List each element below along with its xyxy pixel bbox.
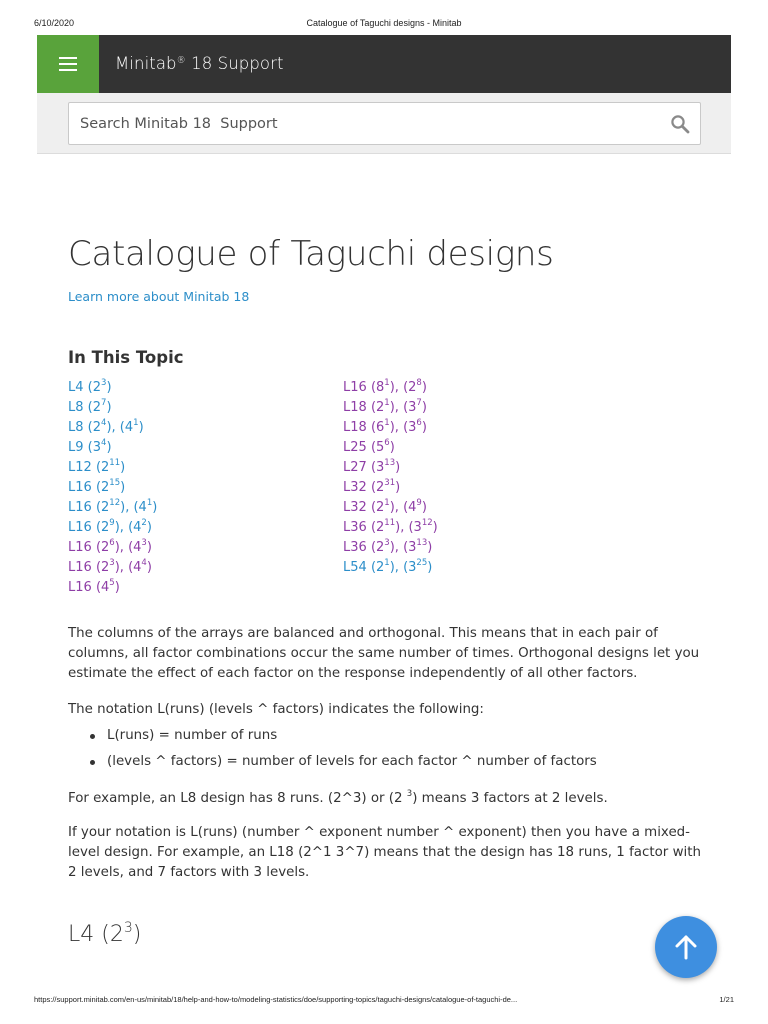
term-base: 2 (376, 500, 385, 515)
brand-title[interactable] (115, 35, 284, 93)
term-exponent: 3 (141, 538, 147, 548)
paragraph-orthogonal: The columns of the arrays are balanced and orthogonal. This means that in each pair of columns, all factor combinations occur the same number of times. Orthogonal designs let you estimate the effect of each factor on the response independently of all other factors. (68, 626, 700, 681)
term-base: 2 (92, 420, 102, 435)
topic-link[interactable]: L16 (4$^5$) (68, 578, 120, 595)
topic-link[interactable]: L9 (3$^4$) (68, 438, 112, 455)
topic-link-name: L8 (68, 420, 84, 435)
term-base: 4 (408, 500, 417, 515)
topic-list-item (343, 438, 438, 458)
print-date: 6/10/2020 (34, 18, 75, 28)
topic-link-name: L16 (68, 560, 92, 575)
term-base: 4 (133, 520, 142, 535)
term-exponent: 1 (384, 378, 390, 388)
registered-mark: ® (176, 56, 186, 66)
term-exponent: 8 (416, 378, 422, 388)
term-exponent: 25 (416, 558, 428, 568)
term-exponent: 12 (109, 498, 121, 508)
term-exponent: 6 (416, 418, 422, 428)
topic-link[interactable]: L54 (2$^1$), (3$^{25}$) (343, 558, 433, 575)
term-base: 3 (376, 460, 385, 475)
term-exponent: 4 (101, 438, 107, 448)
topic-link-name: L36 (343, 520, 367, 535)
term-exponent: 7 (416, 398, 422, 408)
term-exponent: 12 (421, 518, 433, 528)
term-base: 6 (376, 420, 385, 435)
topic-link-name: L16 (68, 520, 92, 535)
topic-list-item (68, 458, 157, 478)
term-exponent: 3 (384, 538, 390, 548)
example-text-end: ) means 3 factors at 2 levels. (412, 791, 608, 806)
topic-link-name: L9 (68, 440, 84, 455)
term-exponent: 1 (384, 398, 390, 408)
topic-link-name: L4 (68, 380, 84, 395)
topic-link[interactable]: L16 (2$^9$), (4$^2$) (68, 518, 152, 535)
search-icon[interactable] (670, 114, 690, 134)
learn-more-link[interactable]: Learn more about Minitab 18 (68, 289, 250, 304)
term-exponent: 9 (416, 498, 422, 508)
topic-link[interactable]: L36 (2$^3$), (3$^{13}$) (343, 538, 433, 555)
brand-suffix: 18 Support (191, 54, 284, 73)
topic-list-item (68, 438, 157, 458)
term-exponent: 3 (109, 558, 115, 568)
term-base: 4 (138, 500, 147, 515)
term-exponent: 11 (384, 518, 396, 528)
topic-list-item (68, 398, 157, 418)
list-item: (levels ^ factors) = number of levels for each factor ^ number of factors (88, 752, 597, 778)
topic-list-item (68, 418, 157, 438)
topic-link-name: L18 (343, 420, 367, 435)
topic-list-item (343, 498, 438, 518)
term-base: 3 (408, 420, 417, 435)
term-exponent: 4 (141, 558, 147, 568)
topic-link[interactable]: L32 (2$^{31}$) (343, 478, 401, 495)
print-url: https://support.minitab.com/en-us/minitab/18/help-and-how-to/modeling-statistics/doe/supporting-topics/taguchi-designs/catalogue-of-taguchi-de... (34, 995, 518, 1004)
term-base: 2 (408, 380, 417, 395)
topic-link[interactable]: L18 (6$^1$), (3$^6$) (343, 418, 427, 435)
term-base: 4 (124, 420, 134, 435)
term-base: 2 (101, 460, 110, 475)
topic-links-right (343, 378, 438, 578)
search-box (68, 102, 701, 145)
term-exponent: 13 (416, 538, 428, 548)
topic-link-name: L32 (343, 480, 367, 495)
term-exponent: 15 (109, 478, 121, 488)
section-close: ) (132, 922, 142, 947)
page-title: Catalogue of Taguchi designs (68, 234, 554, 274)
term-base: 2 (101, 540, 110, 555)
topic-link[interactable]: L36 (2$^{11}$), (3$^{12}$) (343, 518, 438, 535)
term-base: 2 (101, 520, 110, 535)
term-base: 3 (408, 560, 417, 575)
brand-name: Minitab (115, 54, 177, 73)
term-exponent: 31 (384, 478, 396, 488)
back-to-top-button[interactable] (655, 916, 717, 978)
topic-link-name: L16 (68, 580, 92, 595)
term-exponent: 1 (384, 558, 390, 568)
topic-link-name: L25 (343, 440, 367, 455)
print-page-number: 1/21 (719, 995, 734, 1004)
term-base: 3 (413, 520, 422, 535)
paragraph-mixed-level: If your notation is L(runs) (number ^ exponent number ^ exponent) then you have a mixed-level design. For example, an L18 (2^1 3^7) means that the design has 18 runs, 1 factor with 2 levels, and 7 factors with 3 levels. (68, 825, 701, 880)
top-navigation-bar (37, 35, 731, 93)
topic-link-name: L27 (343, 460, 367, 475)
topic-link[interactable]: L12 (2$^{11}$) (68, 458, 126, 475)
arrow-up-icon (674, 934, 698, 960)
menu-button[interactable] (37, 35, 99, 93)
term-base: 2 (376, 480, 385, 495)
notation-list (88, 726, 597, 778)
term-base: 5 (376, 440, 385, 455)
topic-link[interactable]: L8 (2$^4$), (4$^1$) (68, 418, 144, 435)
topic-link-name: L54 (343, 560, 367, 575)
topic-list-item (343, 418, 438, 438)
print-title: Catalogue of Taguchi designs - Minitab (306, 18, 462, 28)
term-exponent: 7 (101, 398, 107, 408)
term-base: 4 (133, 540, 142, 555)
topic-links-left (68, 378, 157, 598)
topic-link-name: L16 (68, 500, 92, 515)
topic-link-name: L32 (343, 500, 367, 515)
topic-list-item (68, 518, 157, 538)
paragraph-example (68, 789, 708, 809)
topic-link-name: L16 (68, 540, 92, 555)
topic-link[interactable]: L16 (8$^1$), (2$^8$) (343, 378, 427, 395)
topic-list-item (343, 478, 438, 498)
hamburger-menu-icon (59, 57, 77, 71)
section-name: L4 (2 (68, 922, 124, 947)
term-base: 8 (376, 380, 385, 395)
topic-list-item (68, 498, 157, 518)
term-exponent: 1 (384, 498, 390, 508)
in-this-topic-heading: In This Topic (68, 348, 184, 367)
term-exponent: 4 (101, 418, 107, 428)
topic-link[interactable]: L16 (2$^{15}$) (68, 478, 126, 495)
term-base: 3 (408, 400, 417, 415)
term-base: 2 (101, 560, 110, 575)
topic-link[interactable]: L8 (2$^7$) (68, 398, 112, 415)
topic-link-name: L16 (343, 380, 367, 395)
term-exponent: 9 (109, 518, 115, 528)
example-text-start: For example, an L8 design has 8 runs. (2^3) or (2 (68, 791, 407, 806)
term-base: 2 (92, 400, 102, 415)
topic-list-item (343, 538, 438, 558)
term-base: 2 (92, 380, 102, 395)
topic-list-item (68, 378, 157, 398)
topic-link[interactable]: L4 (2$^3$) (68, 378, 112, 395)
topic-list-item (68, 558, 157, 578)
section-exponent: 3 (123, 920, 133, 936)
list-item: L(runs) = number of runs (88, 726, 597, 752)
topic-link[interactable]: L16 (2$^6$), (4$^3$) (68, 538, 152, 555)
term-base: 2 (376, 400, 385, 415)
print-footer (34, 995, 734, 1007)
term-base: 3 (408, 540, 417, 555)
topic-link-name: L16 (68, 480, 92, 495)
term-exponent: 13 (384, 458, 396, 468)
section-heading-l4 (68, 922, 141, 947)
term-exponent: 6 (384, 438, 390, 448)
term-exponent: 5 (109, 578, 115, 588)
search-band (37, 93, 731, 154)
topic-link[interactable]: L25 (5$^6$) (343, 438, 395, 455)
print-header (34, 18, 734, 30)
topic-list-item (68, 478, 157, 498)
example-exponent: 3 (406, 789, 413, 799)
topic-link[interactable]: L18 (2$^1$), (3$^7$) (343, 398, 427, 415)
topic-list-item (68, 578, 157, 598)
term-exponent: 1 (133, 418, 139, 428)
search-input[interactable] (69, 103, 659, 144)
topic-link[interactable]: L16 (2$^3$), (4$^4$) (68, 558, 152, 575)
topic-link-name: L8 (68, 400, 84, 415)
topic-list-item (343, 458, 438, 478)
term-base: 2 (376, 540, 385, 555)
term-base: 2 (101, 500, 110, 515)
topic-list-item (343, 558, 438, 578)
term-exponent: 11 (109, 458, 121, 468)
term-exponent: 2 (141, 518, 147, 528)
topic-link[interactable]: L16 (2$^{12}$), (4$^1$) (68, 498, 158, 515)
topic-link-name: L12 (68, 460, 92, 475)
term-base: 2 (376, 560, 385, 575)
topic-list-item (343, 378, 438, 398)
topic-list-item (343, 518, 438, 538)
term-base: 2 (376, 520, 385, 535)
paragraph-notation: The notation L(runs) (levels ^ factors) indicates the following: (68, 702, 484, 717)
topic-link-name: L36 (343, 540, 367, 555)
term-base: 3 (92, 440, 102, 455)
term-exponent: 6 (109, 538, 115, 548)
topic-link-name: L18 (343, 400, 367, 415)
term-base: 2 (101, 480, 110, 495)
topic-list-item (68, 538, 157, 558)
term-base: 4 (133, 560, 142, 575)
topic-link[interactable]: L27 (3$^{13}$) (343, 458, 401, 475)
term-exponent: 3 (101, 378, 107, 388)
topic-list-item (343, 398, 438, 418)
term-exponent: 1 (146, 498, 153, 508)
topic-link[interactable]: L32 (2$^1$), (4$^9$) (343, 498, 427, 515)
term-exponent: 1 (384, 418, 390, 428)
term-base: 4 (101, 580, 110, 595)
